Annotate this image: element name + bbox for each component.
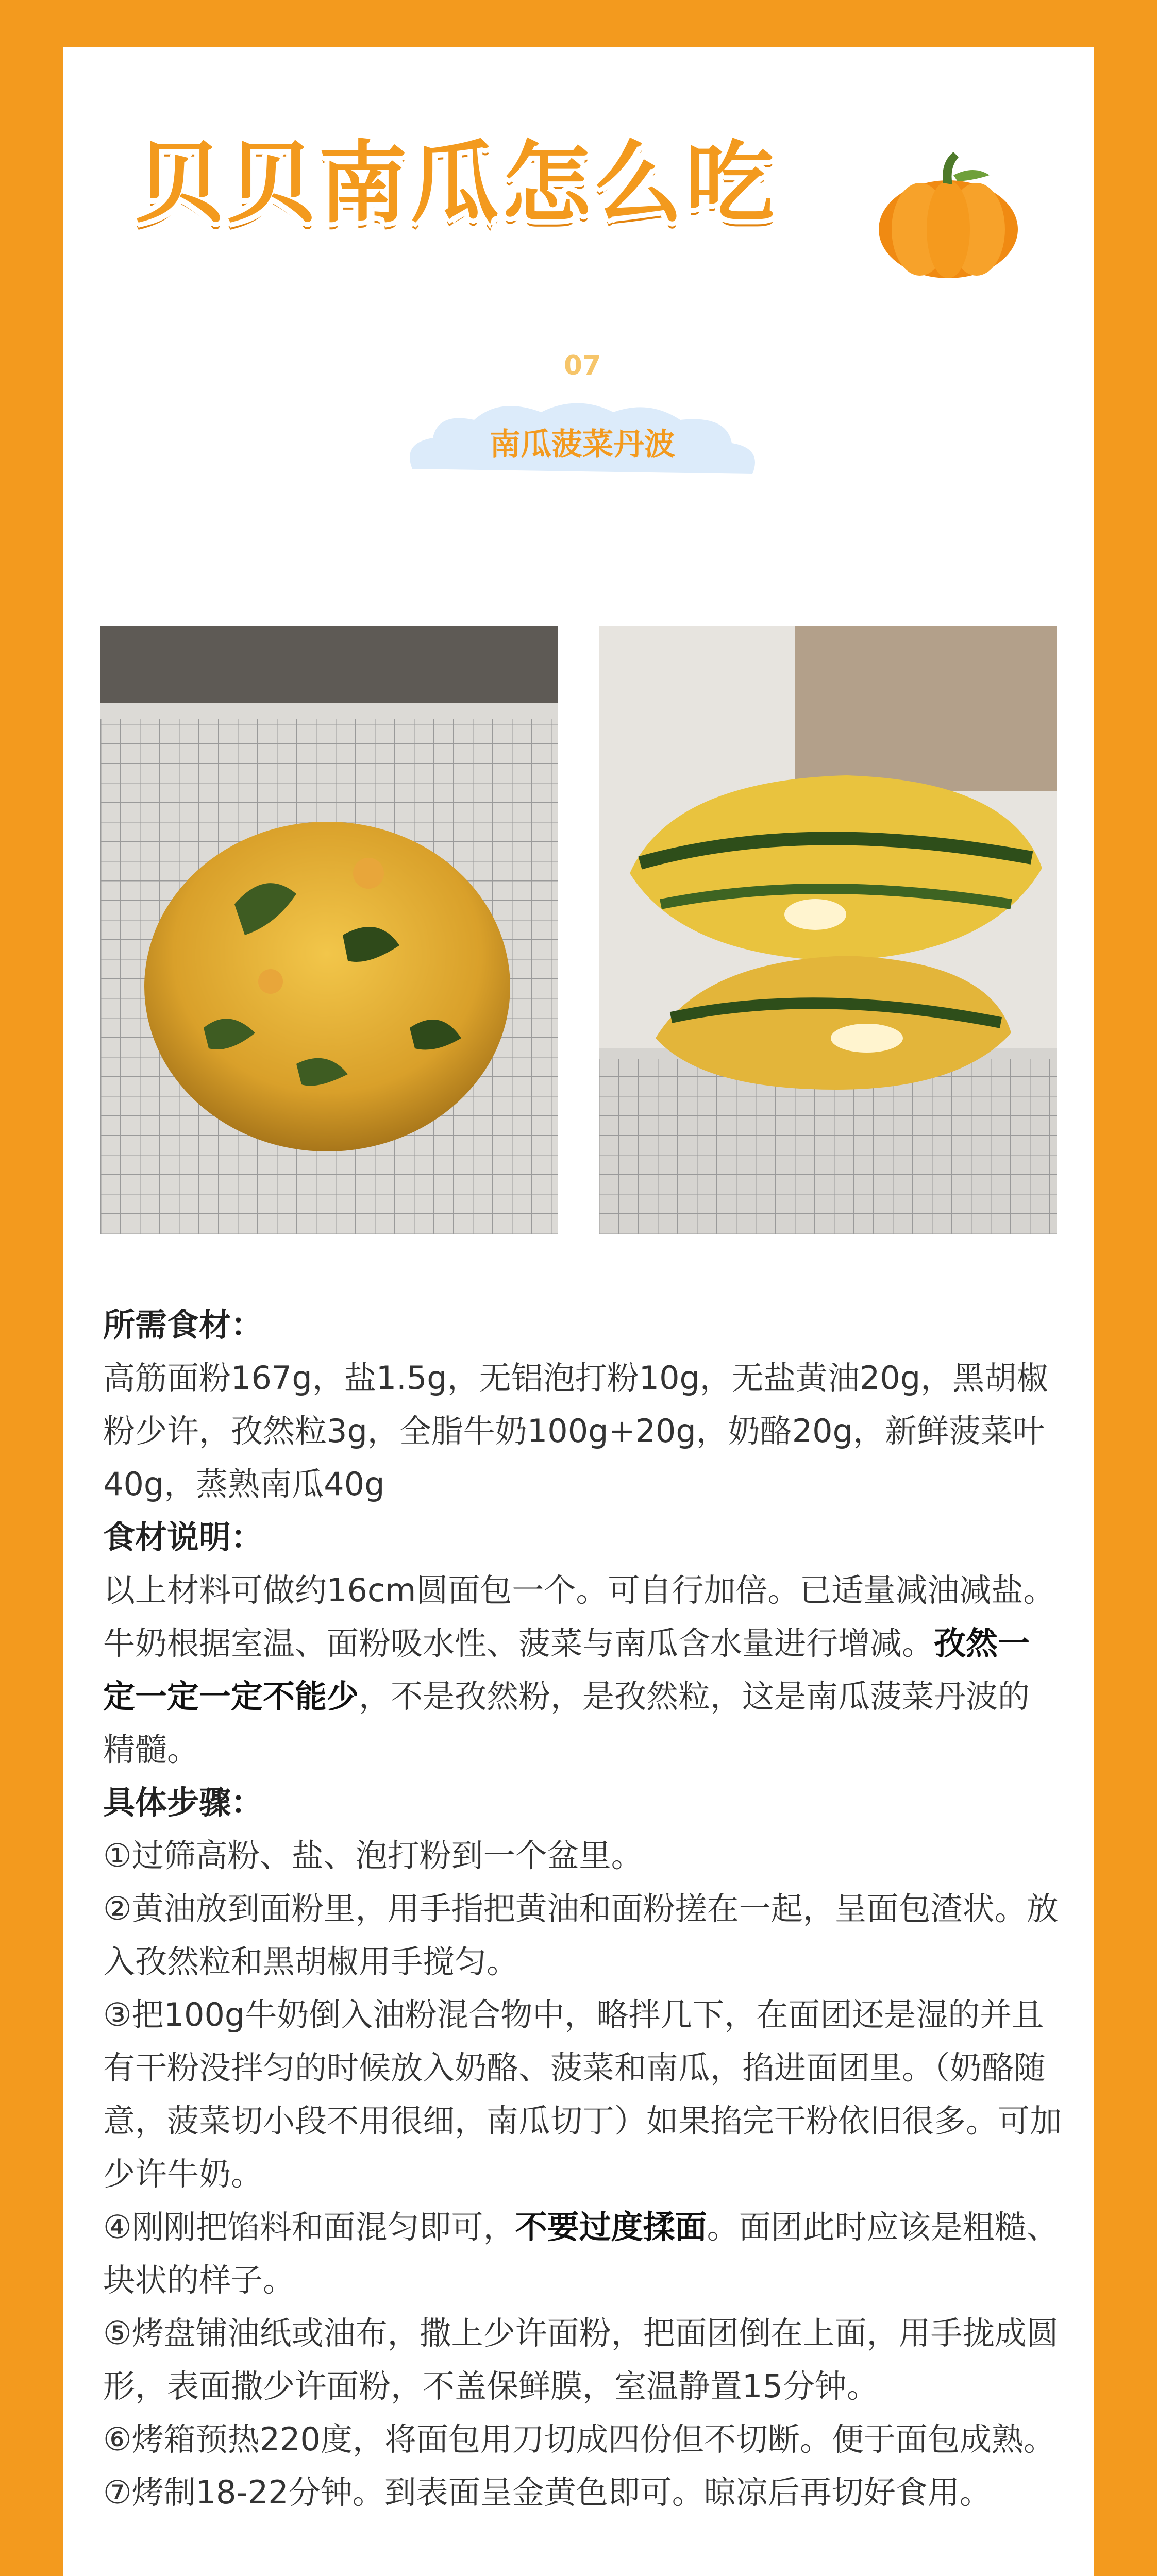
photo-whole-loaf	[100, 626, 558, 1234]
step-4	[103, 2200, 1062, 2307]
ingredients-heading: 所需食材：	[103, 1306, 263, 1344]
step-3: ③把100g牛奶倒入油粉混合物中，略拌几下，在面团还是湿的并且有干粉没拌匀的时候放入奶酪、菠菜和南瓜，掐进面团里。（奶酪随意，菠菜切小段不用很细，南瓜切丁）如果掐完干粉依旧很多。可加少许牛奶。	[103, 1996, 1062, 2193]
step-7: ⑦烤制18-22分钟。到表面呈金黄色即可。晾凉后再切好食用。	[103, 2473, 992, 2511]
ingredients-text: 高筋面粉167g，盐1.5g，无铝泡打粉10g，无盐黄油20g，黑胡椒粉少许，孜然粒3g，全脂牛奶100g+20g，奶酪20g，新鲜菠菜叶40g，蒸熟南瓜40g	[103, 1359, 1049, 1503]
page-title: 贝贝南瓜怎么吃	[135, 131, 777, 235]
notes-text	[103, 1564, 1062, 1776]
step-2: ②黄油放到面粉里，用手指把黄油和面粉搓在一起，呈面包渣状。放入孜然粒和黑胡椒用手搅匀。	[103, 1890, 1059, 1980]
notes-tail: ，不是孜然粉，是孜然粒，这是南瓜菠菜丹波的精髓。	[103, 1677, 1030, 1768]
recipe-content	[103, 1298, 1062, 2519]
step-6: ⑥烤箱预热220度，将面包用刀切成四份但不切断。便于面包成熟。	[103, 2420, 1055, 2458]
notes-emphasis: 孜然一定一定一定不能少	[103, 1624, 1030, 1715]
pumpkin-icon	[871, 144, 1026, 283]
notes-heading: 食材说明：	[103, 1518, 263, 1556]
step-4-emphasis: 不要过度揉面	[515, 2208, 707, 2246]
section-title: 南瓜菠菜丹波	[490, 427, 675, 463]
step-1: ①过筛高粉、盐、泡打粉到一个盆里。	[103, 1837, 643, 1874]
section-number: 07	[563, 350, 601, 381]
step-5: ⑤烤盘铺油纸或油布，撒上少许面粉，把面团倒在上面，用手拢成圆形，表面撒少许面粉，不盖保鲜膜，室温静置15分钟。	[103, 2314, 1059, 2405]
steps-heading: 具体步骤：	[103, 1784, 263, 1821]
notes-body: 以上材料可做约16cm圆面包一个。可自行加倍。已适量减油减盐。牛奶根据室温、面粉吸水性、菠菜与南瓜含水量进行增减。	[103, 1571, 1055, 1662]
photo-cut-pieces	[599, 626, 1057, 1234]
step-4-a: ④刚刚把馅料和面混匀即可，	[103, 2208, 515, 2246]
step-4-c: 。面团此时应该是粗糙、块状的样子。	[103, 2208, 1059, 2299]
